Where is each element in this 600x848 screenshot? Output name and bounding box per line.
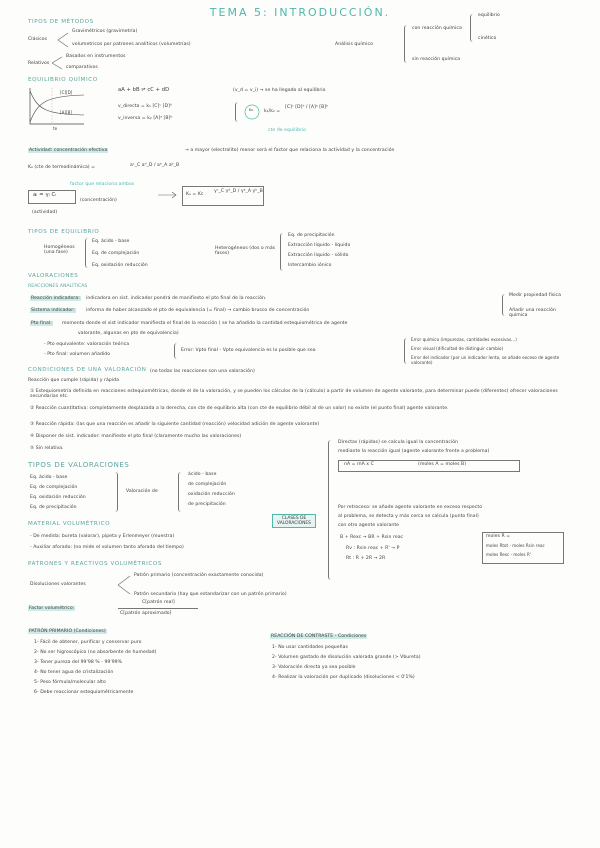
concentration-time-graph-icon — [28, 88, 86, 130]
material-line-2: - Auxiliar aforado: (no mide el volumen tanto aforado del tiempo) — [30, 545, 184, 550]
moles-line-2: moles Rtot - moles Rsin reac — [486, 543, 545, 548]
homo-item-3: Eq. oxidación reducción — [92, 263, 148, 268]
tv-right-3: oxidación reducción — [188, 492, 235, 497]
tv-right-2: de complejación — [188, 482, 227, 487]
label-con-reaccion: con reacción química — [412, 26, 462, 31]
pto-final-text: momento donde el sist indicador manifiesta el final de la reacción ( se ha añadido la cantidad estequiométrica de agente — [62, 321, 348, 326]
condiciones-sub: Reacción que cumple (rápida) y rápida — [28, 378, 119, 383]
rc-item-1: 1- No usar cantidades pequeñas — [272, 645, 348, 650]
moles-line-3: moles Rexc - moles R' — [486, 552, 531, 557]
tv-left-1: Eq. ácido - base — [30, 475, 68, 480]
retro-reaction-1: B + Rexc → BR + Rsin reac — [340, 535, 404, 540]
sub-heading-reacciones: REACCIONES ANALÍTICAS — [28, 284, 88, 289]
patron-secundario-desc: Patrón secundario (hay que estandarizar con un patrón primario) — [134, 592, 287, 597]
hetero-item-3: Extracción líquido - sólido — [288, 253, 349, 258]
branch-arrows-icon — [52, 55, 64, 71]
brace — [404, 338, 410, 364]
branch-arrows-icon — [58, 31, 70, 49]
label-equilibrio: equilibrio — [478, 13, 500, 18]
label-volumetricos: volumetricos por patrones analíticos (volumetrías) — [72, 42, 191, 47]
actividad-line-b: → a mayor (electrolito) menor será el factor que relaciona la actividad y la concentración — [185, 148, 395, 153]
ka-rhs: aᶜ_C aᵈ_D / aᵃ_A aᵇ_B — [130, 163, 180, 168]
brace — [85, 238, 91, 268]
section-heading-patron-primario: PATRÓN PRIMARIO (Condiciones) — [29, 629, 106, 634]
ka2-lhs: Kₐ = Kc — [186, 192, 204, 197]
kc-symbol: Kc — [249, 108, 254, 112]
condition-5: ⑤ Sin relativa. — [30, 446, 64, 451]
kc-note: cte de equilibrio — [268, 128, 307, 133]
concentration-label: (concentración) — [80, 198, 117, 203]
pp-item-5: 5- Peso fórmula/molecular alto — [34, 680, 106, 685]
label-gravimetricos: Gravimétricos (gravimetría) — [72, 29, 138, 34]
retro-reaction-2: Rv : Rsin reac + R' → P — [346, 546, 400, 551]
factor-denominator: C[patrón aproximado] — [120, 611, 172, 616]
hetero-item-2: Extracción líquido - líquido — [288, 243, 351, 248]
section-heading-tipos-valoraciones: TIPOS DE VALORACIONES — [28, 461, 130, 469]
ka2-rhs: γᶜ_C γᵈ_D / γᵃ_A γᵇ_B — [214, 189, 263, 194]
label-clasicos: Clásicos — [28, 37, 48, 42]
directas-line-2: mediante la reacción igual (agente valorante frente a problema) — [338, 449, 490, 454]
section-heading-material: MATERIAL VOLUMÉTRICO — [28, 521, 111, 527]
label-analisis: Análisis químico — [335, 42, 373, 47]
condition-2: ② Reacción cuantitativa: completamente desplazada a la derecha, con cte de equilibrio alta (con cte de equilibrio débil al de un valor) no existe (el punto final) agente valorante. — [30, 406, 449, 411]
section-heading-patrones: PATRONES Y REACTIVOS VOLUMÉTRICOS — [28, 561, 162, 567]
factor-note: factor que relaciona ambos — [70, 182, 135, 187]
rc-item-3: 3- Valoración directa ya sea posible — [272, 665, 356, 670]
reaction-equation: aA + bB ⇌ cC + dD — [118, 87, 170, 93]
actividad-line-a: Actividad: concentración efectiva — [29, 148, 108, 153]
ka-lhs: Kₐ (cte de termodinámica) = — [28, 165, 96, 170]
tv-left-2: Eq. de complejación — [30, 485, 78, 490]
section-heading-valoraciones: VALORACIONES — [28, 273, 79, 279]
error-item-1: - Pto equivalente: valoración teórica — [44, 342, 130, 347]
label-relativos: Relativos — [28, 61, 50, 66]
section-heading-condiciones: CONDICIONES DE UNA VALORACIÓN — [28, 367, 147, 373]
disoluciones-valorantes: Disoluciones valorantes — [30, 582, 86, 587]
homo-item-1: Eq. ácido - base — [92, 239, 130, 244]
activity-label: (actividad) — [32, 210, 58, 215]
condiciones-note: (no todas las reacciones son una valoración) — [150, 369, 255, 374]
retroceso-line-1: Por retroceso: se añade agente valorante en exceso respecto — [338, 505, 483, 510]
material-line-1: - De medida: bureta (valorar), pipeta y Erlenmeyer (muestra) — [30, 534, 175, 539]
brace — [328, 440, 334, 580]
side-note-2: Añadir una reacción química — [509, 308, 556, 319]
branch-arrows-icon — [118, 574, 132, 596]
tv-right-1: ácido - base — [188, 472, 217, 477]
section-heading-contraste: REACCIÓN DE CONTRASTE - Condiciones — [271, 634, 367, 639]
v-inversa-eq: v_inversa = k₂ [A]ᵃ [B]ᵇ — [118, 116, 173, 121]
arrow-right-icon — [158, 192, 178, 198]
fraction-bar — [118, 608, 198, 609]
error-item-2: - Pto final: volumen añadido — [44, 352, 111, 357]
brace — [174, 343, 180, 359]
section-heading-equilibrio: EQUILIBRIO QUÍMICO — [28, 77, 98, 83]
pto-final-text-2: valorante, algunas en pto de equivalencia) — [78, 331, 179, 336]
rc-item-4: 4- Realizar la valoración por duplicado (disoluciones < 0'1%) — [272, 675, 415, 680]
side-note-1: Medir propiedad física — [509, 293, 561, 298]
kc-rhs: [C]ᶜ [D]ᵈ / [A]ᵃ [B]ᵇ — [285, 105, 329, 110]
tv-middle: Valoración de — [126, 489, 158, 494]
label-relativos-1: Basados en instrumentos — [66, 54, 126, 59]
condition-1: ① Estequiometría definida en reacciones estequiométricas, donde el de la valoración, y se pueden los cálculos de la (cálculo) a partir de volumen de agente valorante, para determinar puede (diferentes) ofrecer valoraciones secundarias etc. — [30, 389, 558, 400]
retroceso-line-2: al problema, se detecta y más cerca se calcula (punto final) — [338, 514, 479, 519]
activity-equation: aᵢ = γᵢ Cᵢ — [33, 192, 57, 198]
label-homogeneos: Homogéneos (una fase) — [44, 245, 75, 256]
label-relativos-2: comparativos — [66, 65, 98, 70]
brace — [470, 14, 476, 42]
kc-lhs: k₁/k₂ = — [264, 109, 281, 114]
brace — [178, 472, 184, 512]
brace — [112, 472, 118, 512]
reaccion-indicadora-label: Reacción indicadora: — [31, 296, 80, 301]
error-type-1: Error químico (impurezas, cantidades excesivas...) — [411, 337, 517, 342]
moles-line-1: moles R = — [486, 534, 511, 539]
pp-item-6: 6- Debe reaccionar estequiométricamente — [34, 690, 134, 695]
retro-reaction-3: Rt : R + 2R → 2R — [346, 556, 386, 561]
directas-formula-2: (moles A = moles B) — [418, 462, 467, 467]
homo-item-2: Eq. de complejación — [92, 251, 140, 256]
factor-volumetrico-label: Factor volumétrico: — [29, 606, 75, 611]
brace — [235, 102, 242, 122]
tv-right-4: de precipitación — [188, 502, 226, 507]
error-type-2: Error visual (dificultad de distinguir cambio) — [411, 346, 504, 351]
tv-left-4: Eq. de precipitación — [30, 505, 77, 510]
sistema-indicador-text: informa de haber alcanzado el pto de equivalencia (= final) → cambio brusco de concentración — [86, 308, 310, 313]
sistema-indicador-label: Sistema indicador: — [31, 308, 75, 313]
page-title: TEMA 5: INTRODUCCIÓN. — [209, 6, 391, 19]
directas-formula: nA = mA x C — [344, 462, 374, 467]
pp-item-2: 2- No ser higroscópico (no absorbente de humedad) — [34, 650, 157, 655]
brace — [404, 25, 411, 63]
retroceso-line-3: con otro agente valorante — [338, 523, 400, 528]
pto-final-label: Pto final: — [31, 321, 52, 326]
pp-item-1: 1- Fácil de obtener, purificar y conservar puro — [34, 640, 142, 645]
condition-3: ③ Reacción rápida: (las que una reacción es añadir la siguiente cantidad (reacción) velocidad adición de agente valorante) — [30, 422, 320, 427]
graph-label-products: [C][D] — [60, 90, 73, 95]
directas-line-1: Directas (rápidas) se calcula igual la concentración — [338, 440, 459, 445]
pp-item-4: 4- No tener agua de cristalización — [34, 670, 114, 675]
section-heading-tipos-equilibrio: TIPOS DE EQUILIBRIO — [28, 229, 100, 235]
reaccion-indicadora-text: indicadora en sist. indicador pondrá de manifiesto el pto final de la reacción. — [86, 296, 267, 301]
clases-valoraciones-tag: CLASES DE VALORACIONES — [272, 514, 316, 528]
patron-primario-desc: Patrón primario (concentración exactamente conocida) — [134, 573, 264, 578]
graph-label-time: te — [53, 126, 58, 131]
label-sin-reaccion: sin reacción química — [412, 57, 461, 62]
pp-item-3: 3- Tener pureza del 99'98 % - 99'99% — [34, 660, 123, 665]
brace — [502, 294, 508, 316]
rc-item-2: 2- Volumen gastado de disolución valorada grande (> Vbureta) — [272, 655, 421, 660]
v-directa-eq: v_directa = k₁ [C]ᶜ [D]ᵈ — [118, 104, 172, 109]
section-heading-tipos-metodos: TIPOS DE MÉTODOS — [28, 19, 94, 25]
condition-4: ④ Disponer de sist. indicador: manifieste el pto final (claramente mucho las valoraciones) — [30, 434, 242, 439]
label-cinetico: cinético — [478, 36, 497, 41]
brace — [280, 233, 286, 271]
factor-numerator: C[patrón real] — [142, 600, 175, 605]
label-heterogeneos: Heterogéneos (dos o más fases) — [215, 246, 276, 257]
error-type-3: Error del indicador (por un indicador lento, se añade exceso de agente valorante) — [411, 355, 560, 366]
hetero-item-1: Eq. de precipitación — [288, 233, 335, 238]
tv-left-3: Eq. oxidación reducción — [30, 495, 86, 500]
equilibrium-condition: (v_d = v_i) → se ha llegado al equilibrio — [233, 88, 326, 93]
error-formula: Error: Vpto final - Vpto equivalencia es lo posible que sea — [181, 348, 316, 353]
graph-label-reactants: [A][B] — [60, 110, 73, 115]
hetero-item-4: Intercambio iónico — [288, 263, 332, 268]
